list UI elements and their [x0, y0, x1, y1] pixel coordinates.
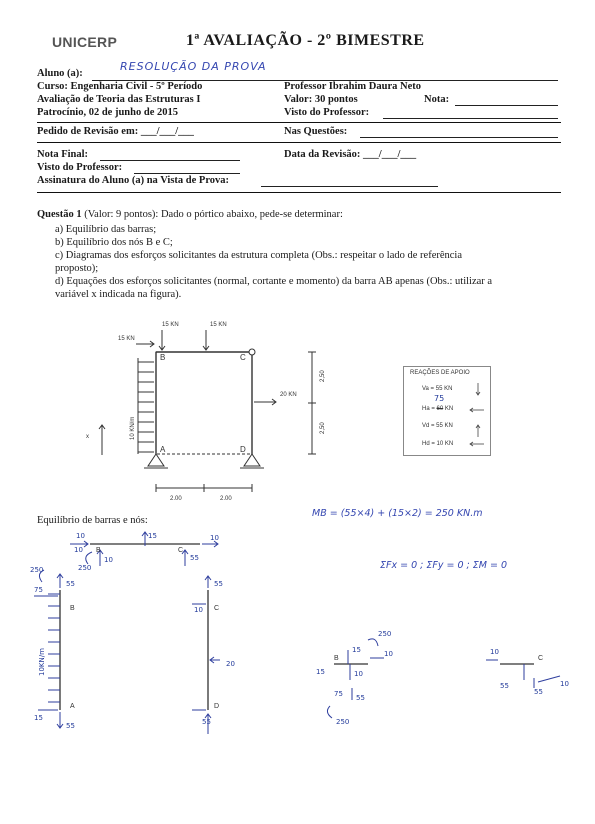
- divider-1: [37, 122, 561, 123]
- reaction-vd: Vd = 55 KN: [422, 423, 453, 429]
- support-a: [148, 454, 164, 466]
- question-item: b) Equilíbrio dos nós B e C;: [55, 237, 173, 248]
- questoes-underline: [360, 137, 558, 138]
- free-body-sketches: [30, 528, 570, 743]
- reaction-va: Va = 55 KN: [422, 386, 453, 392]
- nota-final-underline: [100, 160, 240, 161]
- visto-professor-underline: [134, 173, 240, 174]
- node-label-c: C: [240, 353, 246, 362]
- distributed-label: 10 KN/m: [130, 416, 136, 440]
- sketch-label: 10: [384, 650, 393, 658]
- sketch-label: 55: [500, 682, 509, 690]
- dim-v2: 2,50: [320, 422, 326, 434]
- divider-2: [37, 142, 561, 143]
- node-label-d: D: [240, 445, 246, 454]
- sketch-label: 20: [226, 660, 235, 668]
- load-label-top-2: 15 KN: [210, 322, 227, 328]
- question-intro: [37, 209, 343, 220]
- load-label-right: 20 KN: [280, 392, 297, 398]
- sketch-label: 55: [190, 554, 199, 562]
- reactions-box: [403, 366, 491, 456]
- sketch-label: 10KN/m: [38, 648, 46, 676]
- pedido-revisao: Pedido de Revisão em: ___/___/___: [37, 126, 194, 137]
- sketch-node-label-d: D: [214, 703, 220, 710]
- professor-text: Professor Ibrahim Daura Neto: [284, 81, 421, 92]
- curso-text: Curso: Engenharia Civil - 5º Período: [37, 81, 203, 92]
- dim-h1: 2,00: [170, 496, 182, 500]
- equilibrium-equations: ΣFx = 0 ; ΣFy = 0 ; ΣM = 0: [380, 560, 507, 571]
- avaliacao-text: Avaliação de Teoria das Estruturas I: [37, 94, 201, 105]
- sketch-label: 15: [316, 668, 325, 676]
- x-label: x: [86, 434, 89, 440]
- solution-heading: Equilíbrio de barras e nós:: [37, 515, 148, 526]
- moment-equation: MB = (55×4) + (15×2) = 250 KN.m: [312, 508, 483, 519]
- visto-professor: Visto do Professor:: [37, 162, 123, 173]
- question-item: proposto);: [55, 263, 99, 274]
- question-text: (Valor: 9 pontos): Dado o pórtico abaixo, pede-se determinar:: [81, 209, 343, 220]
- dim-v1: 2,50: [320, 370, 326, 382]
- hinge-c: [249, 349, 255, 355]
- sketch-label: 10: [490, 648, 499, 656]
- sketch-label: 10: [210, 534, 219, 542]
- sketch-node-label-b: B: [334, 655, 339, 662]
- sketch-label: 15: [352, 646, 361, 654]
- node-label-b: B: [160, 353, 166, 362]
- node-label-a: A: [160, 445, 166, 454]
- patrocinio-text: Patrocínio, 02 de junho de 2015: [37, 107, 178, 118]
- unicerp-logo: UNICERP: [52, 34, 118, 50]
- exam-title: 1ª AVALIAÇÃO - 2º BIMESTRE: [186, 32, 425, 49]
- assinatura-underline: [261, 186, 438, 187]
- sketch-node-label-c: C: [538, 655, 544, 662]
- sketch-node-label-b: B: [96, 547, 101, 554]
- visto-professor-right: Visto do Professor:: [284, 107, 370, 118]
- sketch-label: 55: [66, 722, 75, 730]
- reaction-arrows: [468, 381, 488, 451]
- aluno-value: RESOLUÇÃO DA PROVA: [120, 60, 267, 73]
- nota-underline: [455, 105, 558, 106]
- assinatura: Assinatura do Aluno (a) na Vista de Prova:: [37, 175, 230, 186]
- sketch-label: 250: [30, 566, 44, 574]
- question-item: d) Equações dos esforços solicitantes (normal, cortante e momento) da barra AB apenas (Obs.: utilizar a: [55, 276, 493, 287]
- sketch-label: 75: [34, 586, 43, 594]
- aluno-label: Aluno (a):: [37, 68, 83, 79]
- sketch-label: 10: [76, 532, 85, 540]
- nas-questoes: Nas Questões:: [284, 126, 348, 137]
- sketch-node-label-c: C: [214, 605, 220, 612]
- sketch-label: 250: [78, 564, 92, 572]
- sketch-label: 55: [66, 580, 75, 588]
- dim-h2: 2,00: [220, 496, 232, 500]
- sketch-label: 10: [354, 670, 363, 678]
- sketch-label: 250: [378, 630, 392, 638]
- divider-3: [37, 192, 561, 193]
- question-item: a) Equilíbrio das barras;: [55, 224, 157, 235]
- reaction-hd: Hd = 10 KN: [422, 441, 454, 447]
- sketch-label: 10: [74, 546, 83, 554]
- frame-outline: [156, 352, 252, 454]
- sketch-node-label-c: C: [178, 547, 184, 554]
- valor-text: Valor: 30 pontos: [284, 94, 358, 105]
- reaction-ha-crossed: 60: [436, 406, 444, 412]
- reaction-ha-correction: 75: [434, 394, 445, 403]
- sketch-label: 15: [34, 714, 43, 722]
- reaction-ha: Ha = 60 KN: [422, 406, 454, 412]
- sketch-label: 10: [104, 556, 113, 564]
- sketch-label: 75: [334, 690, 343, 698]
- question-label: Questão 1: [37, 209, 82, 220]
- sketch-node-label-b: B: [70, 605, 75, 612]
- data-revisao: Data da Revisão: ___/___/___: [284, 149, 417, 160]
- sketch-label: 55: [202, 718, 211, 726]
- sketch-label: 55: [534, 688, 543, 696]
- sketch-node-label-a: A: [70, 703, 75, 710]
- frame-figure: [80, 310, 340, 500]
- sketch-label: 55: [214, 580, 223, 588]
- nota-label: Nota:: [424, 94, 450, 105]
- sketch-label: 10: [560, 680, 569, 688]
- question-items: [55, 223, 492, 301]
- reactions-title: REAÇÕES DE APOIO: [410, 370, 470, 376]
- load-label-left: 15 KN: [118, 336, 135, 342]
- support-d: [244, 454, 260, 466]
- sketch-label: 10: [194, 606, 203, 614]
- nota-final: Nota Final:: [37, 149, 89, 160]
- question-item: c) Diagramas dos esforços solicitantes da estrutura completa (Obs.: respeitar o lado de referência: [55, 250, 463, 261]
- sketch-label: 55: [356, 694, 365, 702]
- question-item: variável x indicada na figura).: [55, 289, 182, 300]
- distributed-load: [138, 358, 154, 454]
- load-label-top-1: 15 KN: [162, 322, 179, 328]
- sketch-label: 250: [336, 718, 350, 726]
- sketch-label: 15: [148, 532, 157, 540]
- visto-underline: [383, 118, 558, 119]
